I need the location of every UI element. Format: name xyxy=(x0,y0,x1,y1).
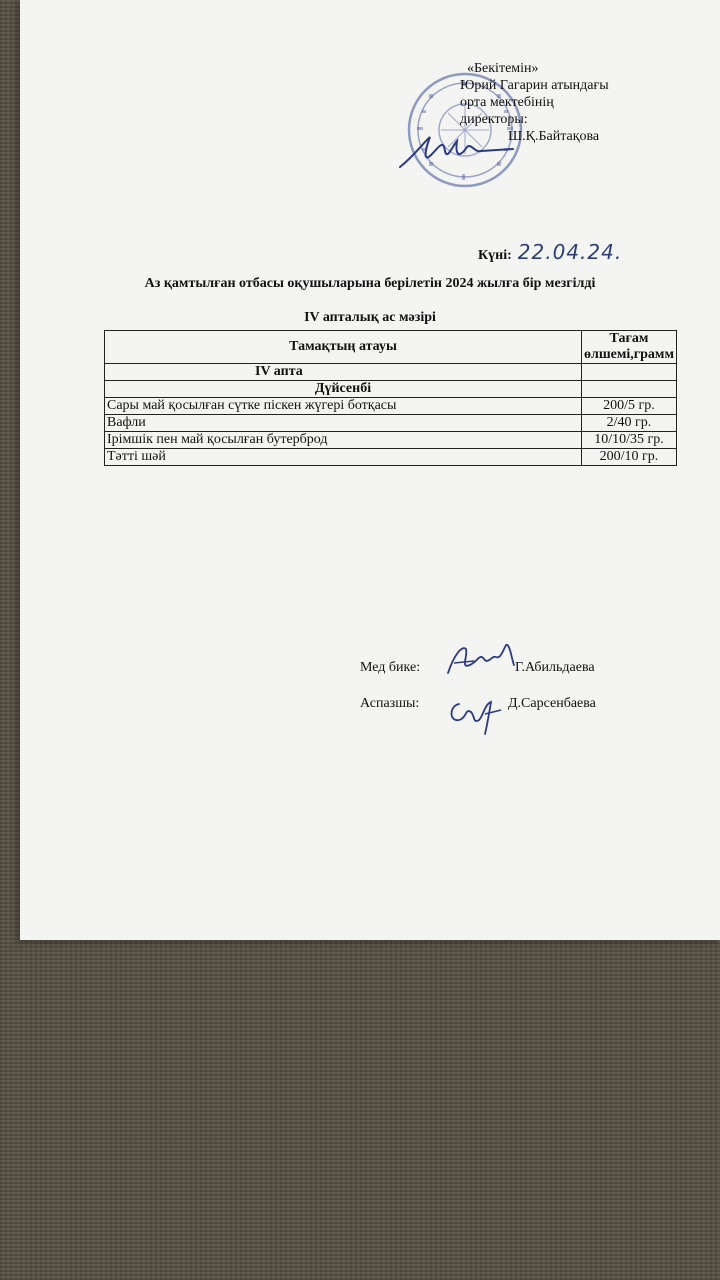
cook-name: Д.Сарсенбаева xyxy=(508,696,596,711)
approval-line-2: Юрий Гагарин атындағы xyxy=(460,78,609,93)
table-week-row xyxy=(105,364,677,381)
cook-signature-row xyxy=(360,696,596,712)
date-value: 22.04.24. xyxy=(517,240,623,264)
nurse-label: Мед бике: xyxy=(360,660,421,675)
table-row xyxy=(105,449,677,466)
dish-portion: 200/5 гр. xyxy=(581,398,676,415)
approval-line-3: орта мектебінің xyxy=(460,95,554,110)
dish-portion: 10/10/35 гр. xyxy=(581,432,676,449)
dish-name: Вафли xyxy=(105,415,582,432)
dish-name: Ірімшік пен май қосылған бутерброд xyxy=(105,432,582,449)
table-header-dish: Тамақтың атауы xyxy=(105,331,582,364)
date-label: Күні: xyxy=(478,248,512,263)
dish-name: Тәтті шәй xyxy=(105,449,582,466)
table-row xyxy=(105,432,677,449)
table-row xyxy=(105,415,677,432)
document-subtitle: IV апталық ас мәзірі xyxy=(304,310,436,325)
week-label: IV апта xyxy=(105,364,582,381)
approval-line-4: директоры: xyxy=(460,112,528,127)
menu-table xyxy=(104,330,677,466)
table-day-row xyxy=(105,381,677,398)
cook-signature-icon xyxy=(445,690,515,740)
table-header-portion: Тағам өлшемі,грамм xyxy=(581,331,676,364)
dish-portion: 200/10 гр. xyxy=(581,449,676,466)
approval-block xyxy=(445,60,685,145)
document-page xyxy=(20,0,720,940)
document-title: Аз қамтылған отбасы оқушыларына берілетін 2024 жылға бір мезгілді xyxy=(144,276,596,291)
table-header-row xyxy=(105,331,677,364)
nurse-name: Г.Абильдаева xyxy=(515,660,595,675)
table-row xyxy=(105,398,677,415)
approval-line-1: «Бекітемін» xyxy=(467,61,539,76)
day-label: Дүйсенбі xyxy=(105,381,582,398)
dish-name: Сары май қосылған сүтке піскен жүгері ботқасы xyxy=(105,398,582,415)
date-line xyxy=(478,240,622,264)
nurse-signature-row xyxy=(360,660,595,676)
dish-portion: 2/40 гр. xyxy=(581,415,676,432)
approval-director-name: Ш.Қ.Байтақова xyxy=(508,129,600,144)
nurse-signature-icon xyxy=(440,635,520,685)
cook-label: Аспазшы: xyxy=(360,696,420,711)
